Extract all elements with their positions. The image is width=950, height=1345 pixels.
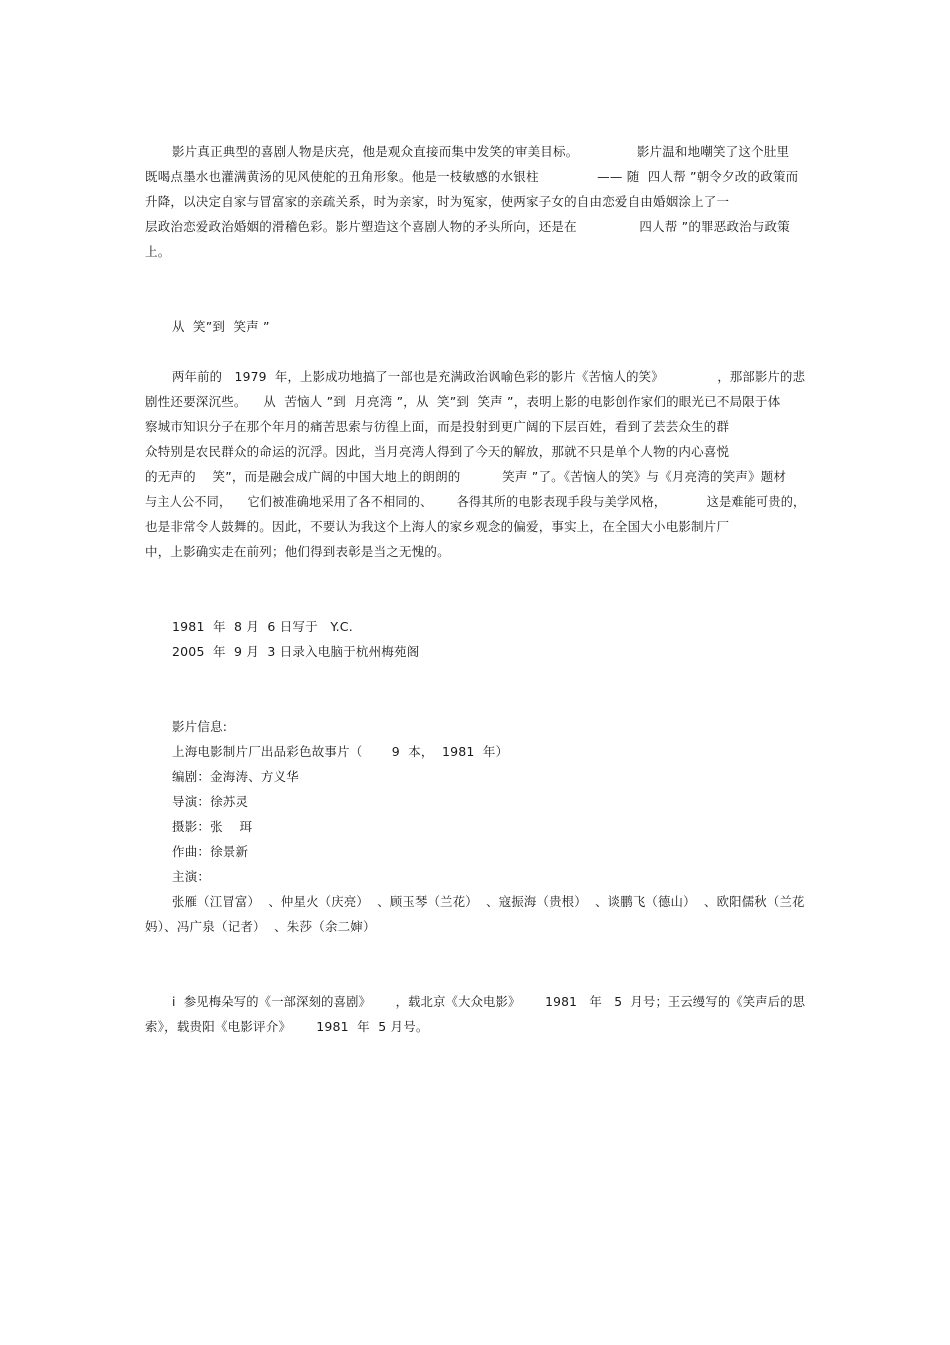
paragraph-1-line: 升降，以决定自家与冒富家的亲疏关系，时为亲家，时为冤家，使两家子女的自由恋爱自由婚姻涂上了一 [145, 194, 730, 209]
paragraph-1-line: 层政治恋爱政治婚姻的滑稽色彩。影片塑造这个喜剧人物的矛头所向，还是在 四人帮 ”的罪恶政治与政策 [145, 219, 790, 234]
film-info-line: 上海电影制片厂出品彩色故事片（ 9 本， 1981 年） [172, 744, 509, 759]
paragraph-1-line: 影片真正典型的喜剧人物是庆亮，他是观众直接而集中发笑的审美目标。 影片温和地嘲笑了这个肚里 [172, 144, 790, 159]
film-info-line: 影片信息: [172, 719, 228, 734]
film-info-line: 张雁（江冒富） 、仲星火（庆亮） 、顾玉琴（兰花） 、寇振海（贵根） 、谈鹏飞（德山） 、欧阳儒秋（兰花 [172, 894, 805, 909]
footnote-line: 索》，载贵阳《电影评介》 1981 年 5 月号。 [145, 1019, 429, 1034]
paragraph-2-line: 众特别是农民群众的命运的沉浮。因此，当月亮湾人得到了今天的解放，那就不只是单个人物的内心喜悦 [145, 444, 730, 459]
date-line: 2005 年 9 月 3 日录入电脑于杭州梅苑阁 [172, 644, 420, 659]
paragraph-2-line: 中，上影确实走在前列；他们得到表彰是当之无愧的。 [145, 544, 450, 559]
paragraph-2-line: 剧性还要深沉些。 从 苦恼人 ”到 月亮湾 ”，从 笑”到 笑声 ”，表明上影的电影创作家们的眼光已不局限于体 [145, 394, 781, 409]
date-line: 1981 年 8 月 6 日写于 Y.C. [172, 619, 353, 634]
film-info-line: 编剧：金海涛、方义华 [172, 769, 300, 784]
film-info-line: 作曲：徐景新 [172, 844, 249, 859]
paragraph-2-line: 察城市知识分子在那个年月的痛苦思索与彷徨上面，而是投射到更广阔的下层百姓，看到了芸芸众生的群 [145, 419, 730, 434]
paragraph-2-line: 的无声的 笑”，而是融会成广阔的中国大地上的朗朗的 笑声 ”了。《苦恼人的笑》与《月亮湾的笑声》题材 [145, 469, 787, 484]
paragraph-2-line: 与主人公不同， 它们被准确地采用了各不相同的、 各得其所的电影表现手段与美学风格， 这是难能可贵的， [145, 494, 806, 509]
footnote-line: i 参见梅朵写的《一部深刻的喜剧》 ，载北京《大众电影》 1981 年 5 月号；王云缦写的《笑声后的思 [172, 994, 806, 1009]
section-heading: 从 笑”到 笑声 ” [172, 319, 270, 334]
paragraph-1-line: 上。 [145, 244, 171, 259]
paragraph-2-line: 两年前的 1979 年，上影成功地搞了一部也是充满政治讽喻色彩的影片《苦恼人的笑》 ，那部影片的悲 [172, 369, 806, 384]
film-info-line: 摄影：张 珥 [172, 819, 253, 834]
film-info-line: 导演：徐苏灵 [172, 794, 249, 809]
paragraph-2-line: 也是非常令人鼓舞的。因此，不要认为我这个上海人的家乡观念的偏爱，事实上，在全国大小电影制片厂 [145, 519, 730, 534]
film-info-line: 妈）、冯广泉（记者） 、朱莎（余二婶） [145, 919, 376, 934]
film-info-line: 主演： [172, 869, 211, 884]
paragraph-1-line: 既喝点墨水也灌满黄汤的见风使舵的丑角形象。他是一枝敏感的水银柱 —— 随 四人帮 ”朝令夕改的政策而 [145, 169, 799, 184]
